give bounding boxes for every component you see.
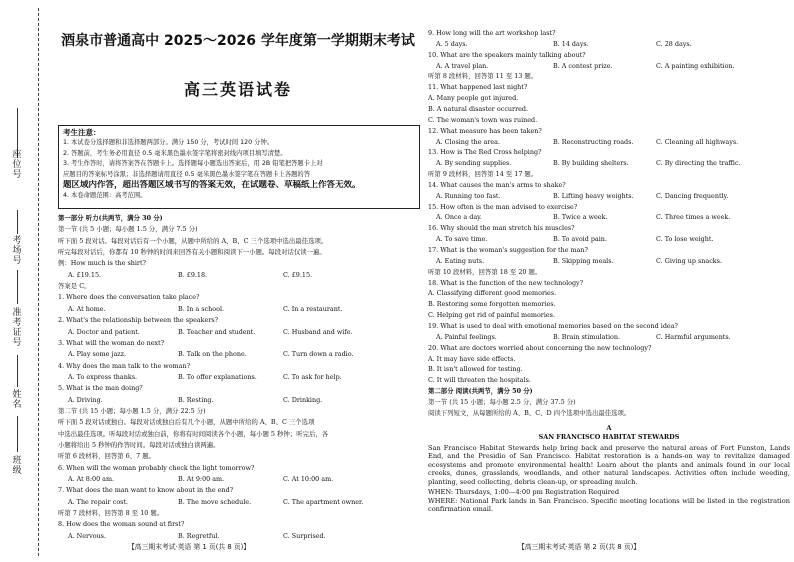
exam-room-label: 考场号	[12, 236, 22, 266]
answer-option: B. To avoid pain.	[553, 235, 607, 244]
answer-option: C. 28 days.	[656, 39, 692, 48]
text-line: B. Restoring some forgotten memories.	[428, 300, 556, 309]
text-line: 2. What's the relationship between the speakers?	[58, 316, 219, 325]
answer-option: C. Cleaning all highways.	[656, 137, 739, 146]
text-line: 16. Why should the man stretch his muscles?	[428, 224, 575, 233]
text-line: 12. What measure has been taken?	[428, 126, 542, 135]
text-line: 听第 6 段材料，回答第 6、7 题。	[58, 452, 156, 461]
answer-option: A. Once a day.	[436, 213, 482, 222]
answer-option: C. Drinking.	[283, 395, 323, 404]
text-line: A. Classifying different good memories.	[428, 289, 557, 298]
answer-option: A. Eating nuts.	[436, 256, 485, 265]
seat-number-label: 座位号	[12, 150, 22, 180]
text-line: 6. When will the woman probably check the light tomorrow?	[58, 463, 255, 472]
text-line: 9. How long will the art workshop last?	[428, 29, 556, 37]
answer-option: B. Brain stimulation.	[553, 332, 621, 341]
text-line: 第一节 (共 5 小题；每小题 1.5 分，满分 7.5 分)	[58, 225, 198, 234]
text-line: 第二部分 阅读(共两节，满分 50 分)	[428, 387, 533, 396]
answer-option: B. At 9:00 am.	[178, 475, 225, 484]
exam-subtitle: 高三英语试卷	[183, 80, 292, 99]
text-line: C. It will threaten the hospitals.	[428, 376, 531, 385]
answer-option: A. Running too fast.	[436, 191, 501, 200]
answer-option: B. To offer explanations.	[178, 372, 257, 381]
text-line: 第一节 (共 15 小题；每小题 2.5 分，满分 37.5 分)	[428, 397, 576, 406]
answer-option: C. Surprised.	[283, 531, 326, 540]
answer-option: C. Dancing frequently.	[656, 191, 729, 200]
answer-option: A. At 8:00 am.	[68, 475, 115, 484]
text-line: 听第 9 段材料，回答第 14 至 17 题。	[428, 170, 538, 179]
answer-option: B. Talk on the phone.	[178, 350, 247, 359]
answer-option: A. At home.	[68, 304, 106, 313]
text-line: 听完每段对话后，你都有 10 秒钟的时间来回答有关小题和阅读下一小题。每段对话仅读一遍。	[58, 248, 326, 257]
notice-line: 应题目的答案标号涂黑；非选择题请用直径 0.5 毫米黑色墨水签字笔在答题卡上各题的答	[63, 170, 311, 178]
name-label: 姓名	[12, 390, 22, 410]
answer-option: C. Harmful arguments.	[656, 332, 731, 341]
text-line: 10. What are the speakers mainly talking about?	[428, 50, 586, 59]
text-line: 例：How much is the shirt?	[58, 259, 146, 268]
admission-number-label: 准考证号	[12, 308, 22, 348]
text-line: B. A natural disaster occurred.	[428, 104, 529, 113]
text-line: 4. Why does the man talk to the woman?	[58, 361, 191, 370]
text-line: 听第 10 段材料，回答第 18 至 20 题。	[428, 267, 542, 276]
text-line: 19. What is used to deal with emotional memories based on the second idea?	[428, 321, 678, 330]
answer-option: B. Skipping meals.	[553, 256, 614, 265]
answer-option: B. By building shelters.	[553, 159, 629, 168]
answer-option: C. To ask for help.	[283, 372, 342, 381]
text-line: A. Many people got injured.	[428, 94, 519, 103]
answer-option: C. Husband and wife.	[283, 327, 353, 336]
text-line: 第一部分 听力(共两节，满分 30 分)	[58, 214, 163, 222]
text-line: C. Helping get rid of painful memories.	[428, 311, 555, 320]
text-line: 第二节 (共 15 小题；每小题 1.5 分，满分 22.5 分)	[58, 406, 206, 415]
answer-option: B. Lifting heavy weights.	[553, 191, 634, 200]
answer-option: C. By directing the traffic.	[656, 159, 741, 168]
notice-line: 2. 答题前，考生务必用直径 0.5 毫米黑色墨水签字笔将密封线内项目填写清楚。	[63, 149, 287, 157]
answer-option: A. Doctor and patient.	[68, 327, 140, 336]
answer-option: A. Painful feelings.	[436, 332, 497, 341]
right-page	[420, 0, 794, 562]
text-line: 15. How often is the man advised to exercise?	[428, 202, 578, 211]
text-line: 20. What are doctors worried about concerning the new technology?	[428, 343, 652, 352]
answer-option: A. Closing the area.	[436, 137, 501, 146]
right-footer: 【高三期末考试·英语 第 2 页(共 8 页)】	[518, 543, 641, 551]
answer-option: B. 14 days.	[553, 39, 589, 48]
text-line: 1. Where does the conversation take place?	[58, 293, 200, 302]
text-line: 7. What does the man want to know about in the end?	[58, 486, 234, 495]
answer-option: C. £9.15.	[283, 270, 313, 279]
answer-option: C. The apartment owner.	[283, 497, 364, 506]
notice-line: 题区域内作答，超出答题区域书写的答案无效，在试题卷、草稿纸上作答无效。	[63, 180, 361, 190]
answer-option: A. By sending supplies.	[436, 159, 512, 168]
text-line: 18. What is the function of the new technology?	[428, 278, 584, 287]
answer-option: A. Play some jazz.	[68, 350, 127, 359]
answer-option: A. To express thanks.	[68, 372, 138, 381]
passage-paragraph: WHERE: National Park lands in San Francisco. Specific meeting locations will be listed in the registration confirmation email.	[428, 496, 790, 514]
answer-option: A. The repair cost.	[68, 497, 129, 506]
text-line: 5. What is the man doing?	[58, 384, 143, 393]
text-line: A. It may have side effects.	[428, 354, 516, 363]
answer-option: B. Reconstructing roads.	[553, 137, 634, 146]
class-label: 班级	[12, 456, 22, 476]
answer-option: B. Regretful.	[178, 531, 220, 540]
text-line: 阅读下列短文，从每题所给的 A、B、C、D 四个选项中选出最佳选项。	[428, 408, 631, 417]
answer-option: B. £9.18.	[178, 270, 208, 279]
text-line: 8. How does the woman sound at first?	[58, 520, 185, 529]
answer-option: C. A painting exhibition.	[656, 61, 735, 70]
text-line: 17. What is the woman's suggestion for the man?	[428, 246, 588, 254]
answer-option: C. In a restaurant.	[283, 304, 343, 313]
answer-option: B. Resting.	[178, 395, 214, 404]
answer-option: B. A contest prize.	[553, 61, 613, 70]
notice-title: 考生注意：	[63, 128, 101, 137]
text-line: 小题将给出 5 秒钟的作答时间。每段对话或独白读两遍。	[58, 441, 220, 449]
notice-line: 1. 本试卷分选择题和非选择题两部分。满分 150 分，考试时间 120 分钟。	[63, 139, 274, 146]
passage-paragraph: San Francisco Habitat Stewards help bring back and preserve the natural areas of Fort Funston, Lands End, and the Presidio of San Francisco. Habitat restoration is a hands-on way to revitalize damaged ecosystems and promote environmental health! Learn about the plants and animals found in our local creeks, dunes, grasslands, woodlands, and other natural landscapes. Activities often include weeding, planting, seed collecting, debris clean-up, or spreading mulch.	[428, 443, 790, 486]
exam-title: 酒泉市普通高中 2025～2026 学年度第一学期期末考试	[61, 33, 415, 49]
answer-option: C. At 10:00 am.	[283, 475, 334, 484]
text-line: 13. How is The Red Cross helping?	[428, 148, 542, 157]
text-line: 答案是 C。	[58, 282, 91, 291]
text-line: 中选出最佳选项。听每段对话或独白前，你将有时间阅读各个小题，每小题 5 秒钟；听完后，各	[58, 429, 329, 438]
answer-option: A. A travel plan.	[436, 61, 489, 70]
answer-option: B. Teacher and student.	[178, 327, 256, 336]
text-line: 14. What causes the man's arms to shake?	[428, 180, 566, 189]
seal-line	[38, 8, 39, 556]
left-footer: 【高三期末考试·英语 第 1 页(共 8 页)】	[128, 543, 251, 551]
answer-option: B. The move schedule.	[178, 497, 252, 506]
text-line: 听下面 5 段对话。每段对话后有一个小题，从题中所给的 A、B、C 三个选项中选出最佳选项。	[58, 236, 328, 245]
text-line: B. It isn't allowed for testing.	[428, 365, 523, 374]
text-line: 听下面 5 段对话或独白。每段对话或独白后有几个小题，从题中所给的 A、B、C 三个选项	[58, 418, 315, 427]
answer-option: A. £19.15.	[68, 270, 102, 279]
text-line: 11. What happened last night?	[428, 83, 528, 92]
text-line: C. The woman's town was ruined.	[428, 115, 538, 124]
notice-line: 3. 考生作答时，请将答案答在答题卡上。选择题每小题选出答案后，用 2B 铅笔把答题卡上对	[63, 160, 323, 167]
text-line: 听第 7 段材料，回答第 8 至 10 题。	[58, 509, 164, 518]
passage-paragraph: WHEN: Thursdays, 1:00—4:00 pm Registration Required	[428, 487, 620, 496]
notice-line: 4. 本卷命题范围：高考范围。	[63, 192, 147, 199]
answer-option: A. Driving.	[68, 395, 103, 404]
answer-option: A. To save time.	[436, 235, 488, 244]
text-line: 听第 8 段材料，回答第 11 至 13 题。	[428, 72, 538, 81]
notice-box	[58, 125, 420, 209]
passage-title: SAN FRANCISCO HABITAT STEWARDS	[538, 432, 680, 441]
answer-option: C. Turn down a radio.	[283, 350, 354, 359]
binding-margin	[0, 0, 52, 562]
answer-option: B. Twice a week.	[553, 213, 608, 222]
answer-option: C. Three times a week.	[656, 213, 731, 222]
answer-option: C. To lose weight.	[656, 235, 714, 244]
answer-option: C. Giving up snacks.	[656, 256, 722, 265]
answer-option: A. 5 days.	[436, 39, 468, 48]
passage-letter: A	[606, 423, 612, 432]
text-line: 3. What will the woman do next?	[58, 338, 165, 347]
answer-option: A. Nervous.	[68, 531, 106, 540]
answer-option: B. In a school.	[178, 304, 225, 313]
